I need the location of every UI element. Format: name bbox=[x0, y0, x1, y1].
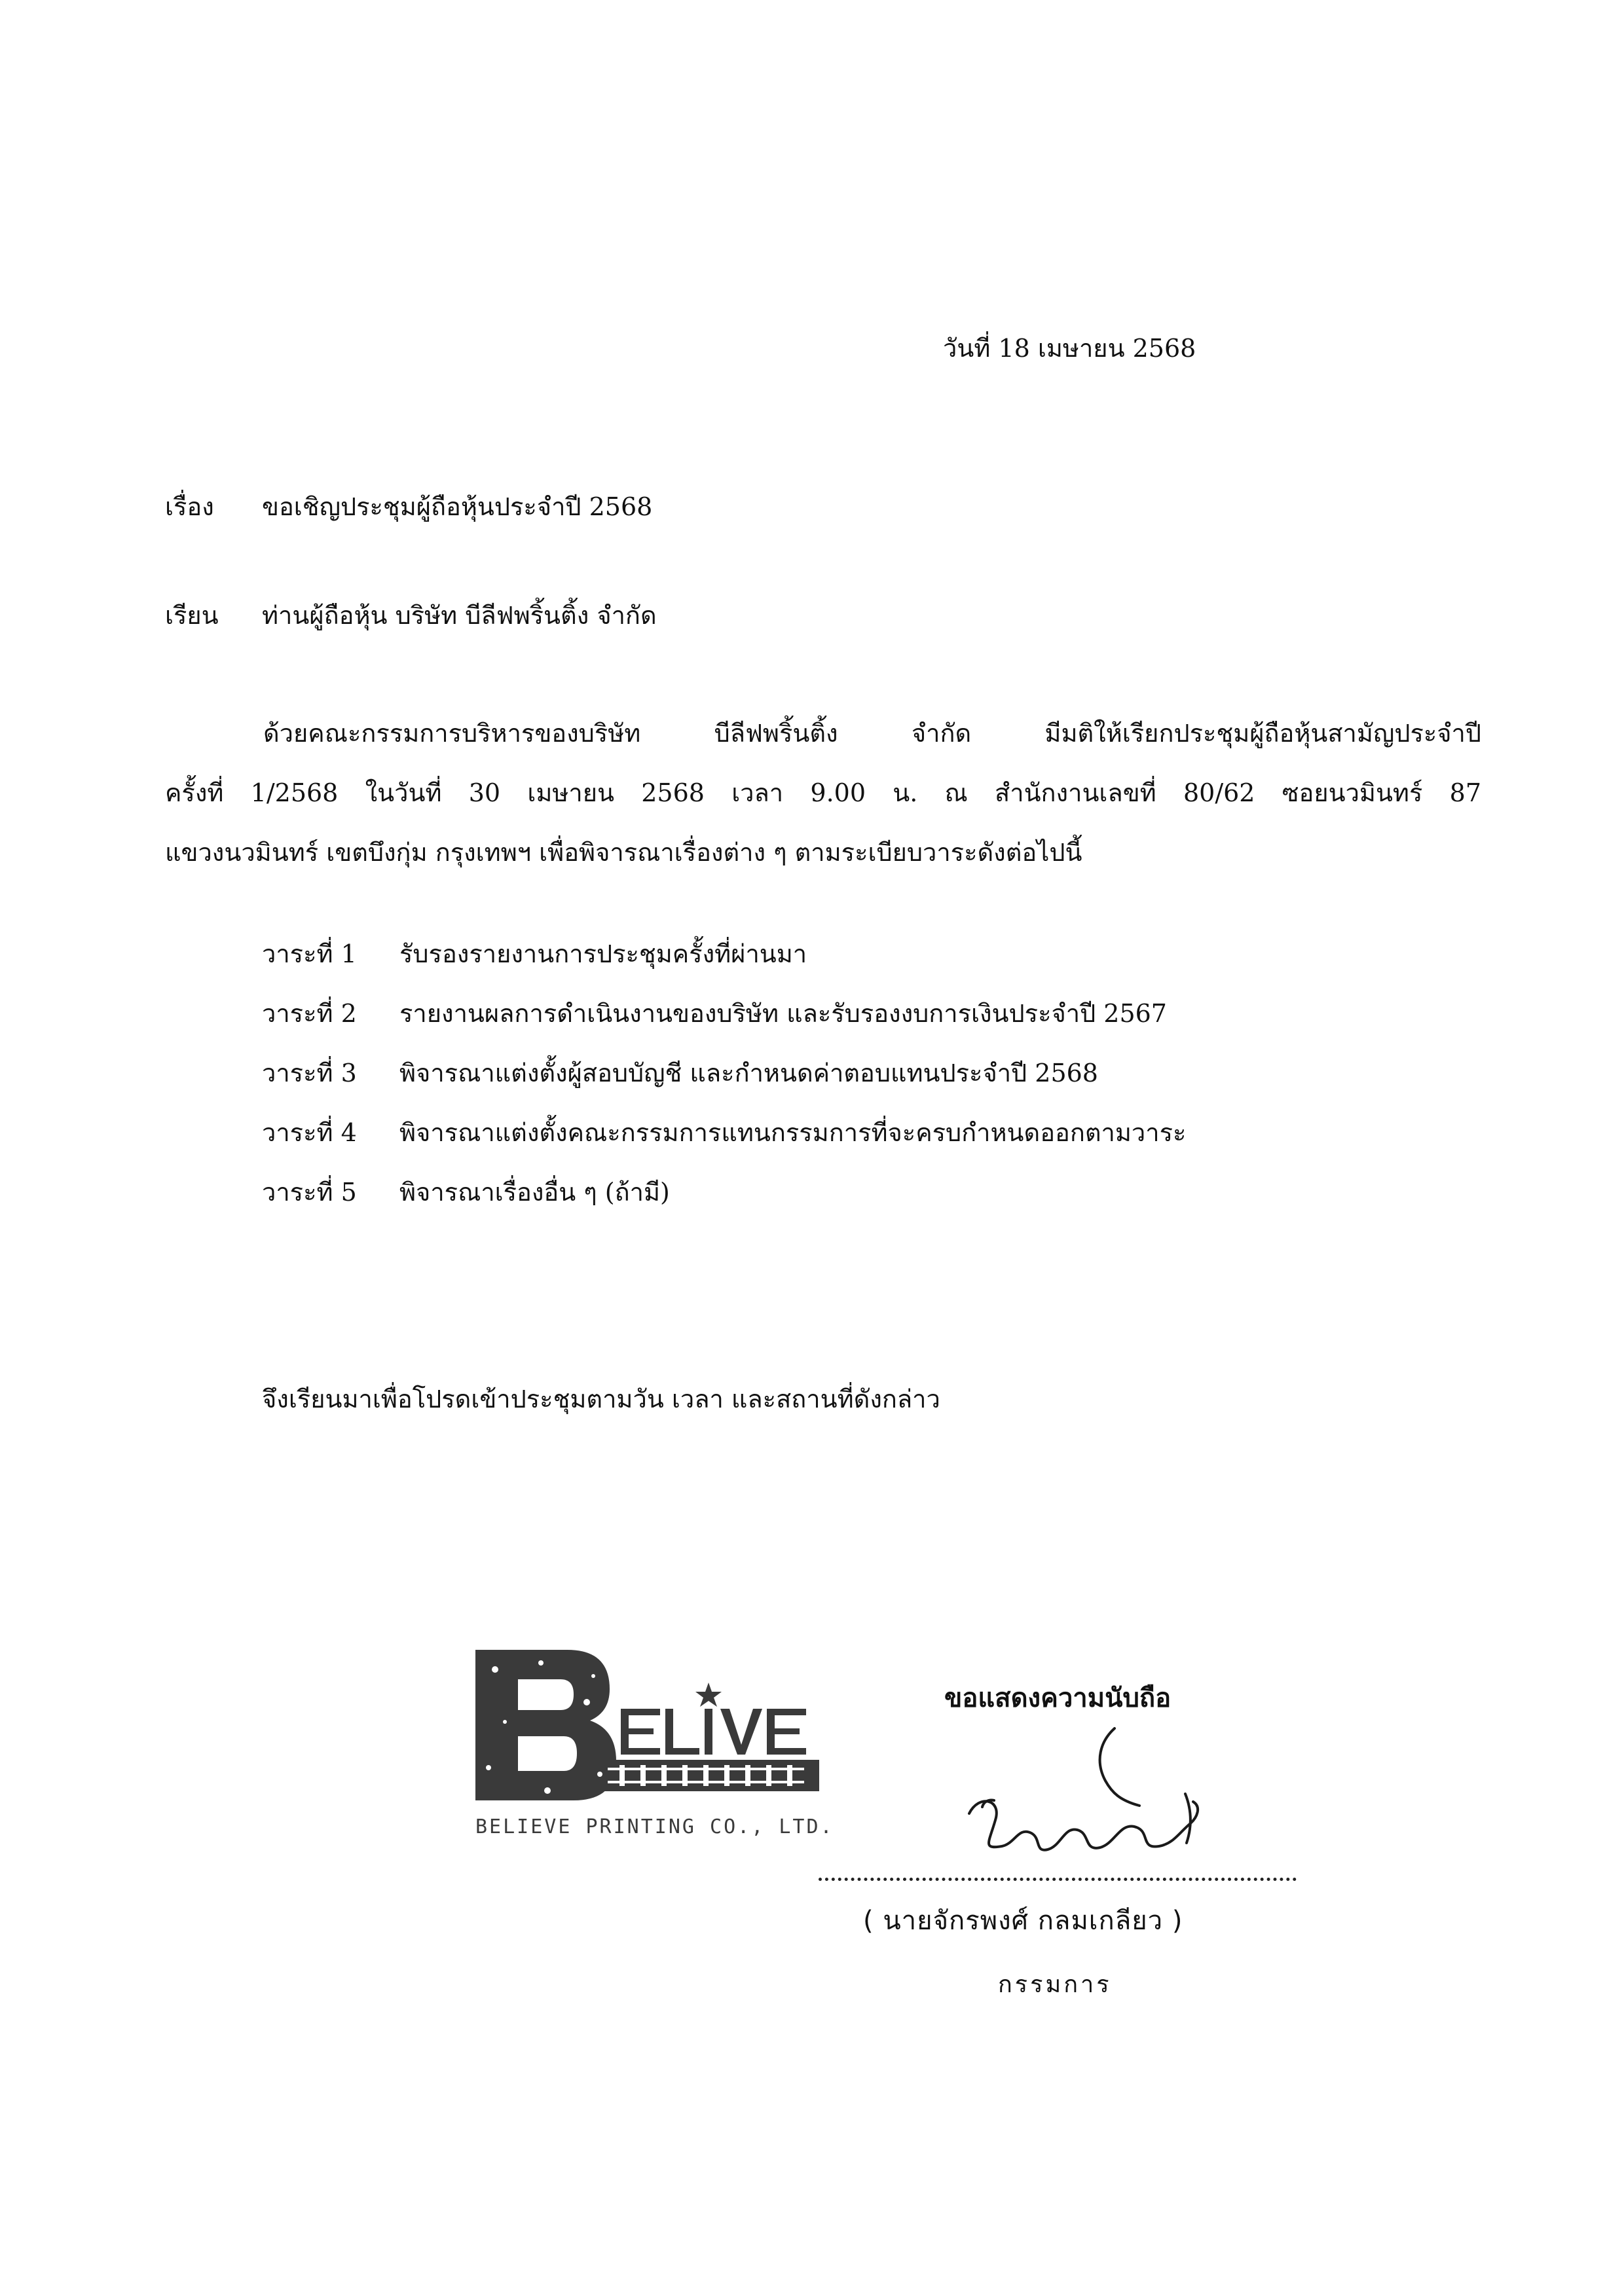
signature-line bbox=[819, 1878, 1297, 1881]
date-line: วันที่ 18 เมษายน 2568 bbox=[943, 334, 1196, 363]
body-line: ครั้งที่ 1/2568 ในวันที่ 30 เมษายน 2568 เวลา 9.00 น. ณ สำนักงานเลขที่ 80/62 ซอยนวมินทร์ 87 bbox=[165, 778, 1481, 807]
regards-text: ขอแสดงความนับถือ bbox=[944, 1683, 1172, 1713]
agenda-text: พิจารณาแต่งตั้งผู้สอบบัญชี และกำหนดค่าตอบแทนประจำปี 2568 bbox=[399, 1059, 1098, 1087]
agenda-number: วาระที่ 4 bbox=[262, 1118, 357, 1147]
recipient-text: ท่านผู้ถือหุ้น บริษัท บีลีฟพริ้นติ้ง จำกัด bbox=[262, 601, 657, 630]
agenda-text: รายงานผลการดำเนินงานของบริษัท และรับรองงบการเงินประจำปี 2567 bbox=[399, 999, 1167, 1028]
agenda-number: วาระที่ 5 bbox=[262, 1178, 357, 1207]
body-paragraph bbox=[165, 704, 1481, 883]
agenda-number: วาระที่ 1 bbox=[262, 939, 357, 968]
agenda-number: วาระที่ 3 bbox=[262, 1059, 357, 1087]
agenda-text: รับรองรายงานการประชุมครั้งที่ผ่านมา bbox=[399, 939, 807, 968]
agenda-text: พิจารณาแต่งตั้งคณะกรรมการแทนกรรมการที่จะครบกำหนดออกตามวาระ bbox=[399, 1118, 1187, 1147]
recipient-label: เรียน bbox=[165, 601, 219, 630]
agenda-text: พิจารณาเรื่องอื่น ๆ (ถ้ามี) bbox=[399, 1178, 670, 1207]
signer-position: กรรมการ bbox=[998, 1971, 1112, 1998]
stamp-caption: BELIEVE PRINTING CO., LTD. bbox=[475, 1815, 834, 1838]
body-line: ด้วยคณะกรรมการบริหารของบริษัท บีลีฟพริ้นติ้ง จำกัด มีมติให้เรียกประชุมผู้ถือหุ้นสามัญประจำปี bbox=[263, 719, 1481, 748]
subject-text: ขอเชิญประชุมผู้ถือหุ้นประจำปี 2568 bbox=[262, 492, 653, 521]
subject-label: เรื่อง bbox=[165, 492, 214, 521]
signer-name: ( นายจักรพงศ์ กลมเกลียว ) bbox=[863, 1906, 1183, 1936]
body-line: แขวงนวมินทร์ เขตบึงกุ่ม กรุงเทพฯ เพื่อพิจารณาเรื่องต่าง ๆ ตามระเบียบวาระดังต่อไปนี้ bbox=[165, 838, 1082, 867]
agenda-number: วาระที่ 2 bbox=[262, 999, 357, 1028]
closing-line: จึงเรียนมาเพื่อโปรดเข้าประชุมตามวัน เวลา และสถานที่ดังกล่าว bbox=[262, 1385, 940, 1413]
handwritten-signature bbox=[943, 1715, 1231, 1872]
company-stamp-logo bbox=[469, 1637, 836, 1853]
